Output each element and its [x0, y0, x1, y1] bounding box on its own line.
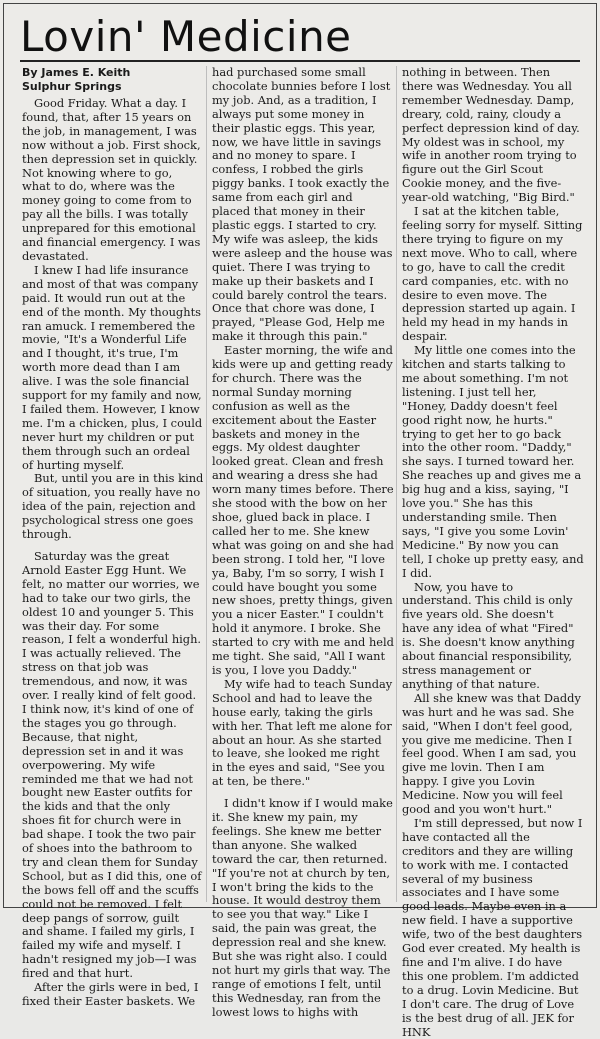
- paragraph: I didn't know if I would make it. She knew my pain, my feelings. She knew me better than anyone. She walked toward the car, then returned. "If you're not at church by ten, I won't bring the kids to the house. It would destroy them to see you that way." Like I said, the pain was great, the depression real and she knew. But she was right also. I could not hurt my girls that way. The range of emotions I felt, until this Wednesday, ran from the lowest lows to highs with: [212, 796, 393, 1019]
- paragraph: But, until you are in this kind of situation, you really have no idea of the pain, rejection and psychological stress one goes through.: [22, 471, 204, 542]
- byline: [22, 66, 204, 94]
- headline: Lovin' Medicine: [20, 12, 352, 61]
- paragraph: I knew I had life insurance and most of that was company paid. It would run out at the end of the month. My thoughts ran amuck. I remembered the movie, "It's a Wonderful Life and I thought, it's true, I'm worth more dead than I am alive. I was the sole financial support for my family and now, I failed them. However, I know me. I'm a chicken, plus, I could never hurt my children or put them through such an ordeal of hurting myself.: [22, 262, 203, 472]
- paragraph: I'm still depressed, but now I have contacted all the creditors and they are willing to work with me. I contacted several of my business associates and I have some good leads. Maybe even in a new field. I have a supportive wife, two of the best daughters God ever created. My health is fine and I'm alive. I do have this one problem. I'm addicted to a drug. Lovin Medicine. But I don't care. The drug of Love is the best drug of all. JEK for HNK: [402, 815, 583, 1039]
- article-column-3: [402, 65, 584, 1039]
- paragraph: I sat at the kitchen table, feeling sorry for myself. Sitting there trying to figure on my next move. Who to call, where to go, have to call the credit card companies, etc. with no desire to even move. The depression started up again. I held my head in my hands in despair.: [402, 204, 583, 344]
- paragraph: Good Friday. What a day. I found, that, after 15 years on the job, in management, I was now without a job. First shock, then depression set in quickly. Not knowing where to go, what to do, where was the money going to come from to pay all the bills. I was totally unprepared for this emotional and financial emergency. I was devastated.: [22, 96, 201, 263]
- paragraph: Now, you have to understand. This child is only five years old. She doesn't have any idea of what "Fired" is. She doesn't know anything about financial responsibility, stress management or anything of that nature.: [402, 579, 575, 691]
- column-divider: [396, 66, 397, 902]
- article-column-2: [212, 65, 394, 1019]
- byline-author: By James E. Keith: [22, 66, 131, 79]
- paragraph: My little one comes into the kitchen and starts talking to me about something. I'm not listening. I just tell her, "Honey, Daddy doesn't feel good right now, he hurts." trying to get her to go back into the other room. "Daddy," she says. I turned toward her. She reaches up and gives me a big hug and a kiss, saying, "I love you." She has this understanding smile. Then says, "I give you some Lovin' Medicine." By now you can tell, I choke up pretty easy, and I did.: [402, 343, 584, 580]
- paragraph: After the girls were in bed, I fixed their Easter baskets. We: [22, 980, 199, 1008]
- headline-rule: [20, 60, 580, 62]
- column-divider: [206, 66, 207, 902]
- paragraph: All she knew was that Daddy was hurt and he was sad. She said, "When I don't feel good, you give me medicine. Then I feel good. When I am sad, you give me lovin. Then I am happy. I give you Lovin Medicine. Now you will feel good and you won't hurt.": [402, 690, 581, 817]
- article-column-1: [22, 66, 204, 1008]
- paragraph: nothing in between. Then there was Wednesday. You all remember Wednesday. Damp, dreary, cold, rainy, cloudy a perfect depression kind of day. My oldest was in school, my wife in another room trying to figure out the Girl Scout Cookie money, and the five-year-old watching, "Big Bird.": [402, 65, 580, 205]
- paragraph: had purchased some small chocolate bunnies before I lost my job. And, as a tradition, I always put some money in their plastic eggs. This year, now, we have little in savings and no money to spare. I confess, I robbed the girls piggy banks. I took exactly the same from each girl and placed that money in their plastic eggs. I started to cry. My wife was asleep, the kids were asleep and the house was quiet. There I was trying to make up their baskets and I could barely control the tears. Once that chore was done, I prayed, "Please God, Help me make it through this pain.": [212, 65, 393, 344]
- byline-location: Sulphur Springs: [22, 80, 122, 93]
- paragraph: Easter morning, the wife and kids were up and getting ready for church. There was the normal Sunday morning confusion as well as the excitement about the Easter baskets and money in the eggs. My oldest daughter looked great. Clean and fresh and wearing a dress she had worn many times before. There she stood with the bow on her shoe, glued back in place. I called her to me. She knew what was going on and she had been strong. I told her, "I love ya, Baby, I'm so sorry, I wish I could have bought you some new shoes, pretty things, given you a nicer Easter." I couldn't hold it anymore. I broke. She started to cry with me and held me tight. She said, "All I want is you, I love you Daddy.": [212, 343, 394, 677]
- paragraph: Saturday was the great Arnold Easter Egg Hunt. We felt, no matter our worries, we had to take our two girls, the oldest 10 and younger 5. This was their day. For some reason, I felt a wonderful high. I was actually relieved. The stress on that job was tremendous, and now, it was over. I really kind of felt good. I think now, it's kind of one of the stages you go through. Because, that night, depression set in and it was overpowering. My wife reminded me that we had not bought new Easter outfits for the kids and that the only shoes fit for church were in bad shape. I took the two pair of shoes into the bathroom to try and clean them for Sunday School, but as I did this, one of the bows fell off and the scuffs could not be removed. I felt deep pangs of sorrow, guilt and shame. I failed my girls, I failed my wife and myself. I hadn't resigned my job—I was fired and that hurt.: [22, 549, 202, 981]
- paragraph: My wife had to teach Sunday School and had to leave the house early, taking the girls with her. That left me alone for about an hour. As she started to leave, she looked me right in the eyes and said, "See you at ten, be there.": [212, 676, 393, 789]
